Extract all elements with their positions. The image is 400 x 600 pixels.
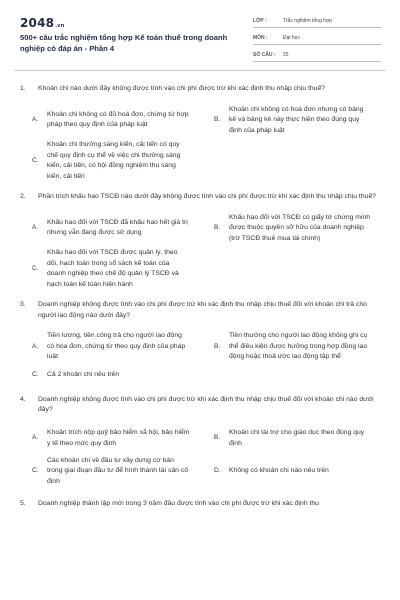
question-number: 5. bbox=[20, 500, 26, 507]
option-text: Không có khoản chi nào nêu trên bbox=[229, 467, 329, 474]
question bbox=[14, 192, 386, 292]
question-stem bbox=[14, 300, 386, 321]
option-letter: B. bbox=[214, 116, 221, 123]
option-b[interactable] bbox=[214, 103, 386, 139]
option-letter: D. bbox=[214, 467, 221, 474]
option-text: Khấu hao đối với TSCĐ được quản lý, theo dõi, hạch toán trong sổ sách kế toán của doanh nghiệp theo chế độ quản lý TSCĐ và hạch toán kế toán hiện hành bbox=[47, 249, 179, 288]
question-number: 2. bbox=[20, 193, 26, 200]
meta-row-subject bbox=[253, 31, 381, 45]
document-title: 500+ câu trắc nghiệm tổng hợp Kế toán thuế trong doanh nghiệp có đáp án - Phần 4 bbox=[20, 33, 228, 53]
option-text: Khoản chi không có hoá đơn nhưng có bảng kê và bảng kê này thực hiện theo đúng quy định của pháp luật bbox=[229, 105, 364, 134]
meta-row-class bbox=[253, 14, 381, 28]
meta-value: Đại học bbox=[283, 34, 300, 41]
option-text: Khoản trích nộp quỹ bảo hiểm xã hội, bảo hiểm y tế theo mức quy định bbox=[47, 429, 190, 447]
question bbox=[14, 84, 386, 184]
option-c[interactable] bbox=[32, 454, 204, 490]
option-letter: C. bbox=[32, 264, 39, 272]
option-b[interactable] bbox=[214, 424, 386, 454]
option-text: Khoản chi thưởng sáng kiến, cải tiến có quy chế quy định cụ thể về việc chi thưởng sáng kiến, cải tiến, có hội đồng nghiệm thu sáng kiến, cải tiến bbox=[47, 141, 181, 180]
question-text: Doanh nghiệp thành lập mới trong 3 năm đầu được tính vào chi phí được trừ khi xác định thu bbox=[38, 500, 319, 507]
question-stem bbox=[14, 395, 386, 416]
option-list bbox=[14, 103, 386, 185]
option-d[interactable] bbox=[214, 454, 386, 490]
question-number: 1. bbox=[20, 85, 26, 92]
meta-info bbox=[253, 14, 381, 62]
question-text: Phần trích khấu hao TSCĐ nào dưới đây không được tính vào chi phí được trừ khi xác định thu nhập chịu thuế? bbox=[38, 193, 376, 200]
site-logo[interactable] bbox=[20, 16, 65, 30]
question-stem bbox=[14, 499, 386, 510]
option-c[interactable] bbox=[32, 138, 204, 184]
option-a[interactable] bbox=[32, 103, 204, 139]
option-text: Các khoản chi về đầu tư xây dựng cơ bản trong giai đoạn đầu tư để hình thành tài sản cố định bbox=[47, 456, 188, 485]
logo-text: 2048 bbox=[20, 16, 55, 30]
option-text: Khoản chi không có đủ hoá đơn, chứng từ hợp pháp theo quy định của pháp luật bbox=[47, 110, 189, 129]
question bbox=[14, 300, 386, 387]
option-list bbox=[14, 424, 386, 490]
question-text: Doanh nghiệp không được tính vào chi phí được trừ khi xác định thu nhập chịu thuế đối với khoản chi nào dưới đây? bbox=[38, 395, 374, 413]
option-letter: A. bbox=[32, 116, 39, 123]
question-number: 4. bbox=[20, 395, 26, 403]
meta-key: LỚP : bbox=[253, 17, 267, 24]
option-a[interactable] bbox=[32, 424, 204, 454]
option-letter: B. bbox=[214, 434, 221, 442]
option-text: Khấu hao đối với TSCĐ có giấy tờ chứng minh được thuộc quyền sở hữu của doanh nghiệp (trừ TSCĐ thuê mua tài chính) bbox=[229, 213, 371, 242]
option-letter: C. bbox=[32, 467, 39, 474]
meta-value: 25 bbox=[283, 51, 289, 58]
question-list bbox=[14, 76, 386, 510]
logo-suffix: .vn bbox=[55, 23, 65, 29]
question-stem bbox=[14, 192, 386, 203]
question-stem bbox=[14, 84, 386, 95]
page-header bbox=[0, 0, 400, 66]
option-text: Cả 2 khoản chi nêu trên bbox=[47, 371, 120, 379]
option-c[interactable] bbox=[32, 246, 204, 292]
option-c[interactable] bbox=[32, 365, 386, 387]
option-letter: A. bbox=[32, 342, 39, 350]
question-text: Doanh nghiệp không được tính vào chi phí được trừ khi xác định thu nhập chịu thuế đối với khoản chi trả cho người lao động nào dưới đây? bbox=[38, 301, 367, 319]
option-letter: C. bbox=[32, 156, 39, 164]
option-a[interactable] bbox=[32, 329, 204, 365]
question bbox=[14, 395, 386, 490]
meta-key: SỐ CÂU : bbox=[253, 51, 276, 58]
option-b[interactable] bbox=[214, 211, 386, 247]
option-text: Khoản chi tài trợ cho giáo dục theo đúng quy định bbox=[229, 429, 365, 447]
option-letter: C. bbox=[32, 371, 39, 379]
meta-key: MÔN : bbox=[253, 34, 268, 41]
option-letter: B. bbox=[214, 224, 221, 231]
question-number: 3. bbox=[20, 301, 26, 308]
option-list bbox=[14, 329, 386, 387]
header-divider bbox=[14, 70, 386, 71]
option-a[interactable] bbox=[32, 211, 204, 247]
option-text: Khấu hao đối với TSCĐ đã khấu hao hết giá trị nhưng vẫn đang được sử dụng bbox=[47, 218, 188, 237]
option-letter: A. bbox=[32, 224, 39, 231]
option-text: Tiền lương, tiền công trả cho người lao động có hóa đơn, chứng từ theo quy định của pháp luật bbox=[47, 332, 186, 360]
option-b[interactable] bbox=[214, 329, 386, 365]
question bbox=[14, 499, 386, 510]
option-letter: B. bbox=[214, 342, 221, 350]
meta-value: Trắc nghiệm tổng hợp bbox=[283, 17, 332, 24]
option-text: Tiền thưởng cho người lao động không ghi cụ thể điều kiện được hưởng trong hợp đồng lao động hoặc thoả ước lao động tập thể bbox=[229, 332, 368, 360]
option-letter: A. bbox=[32, 434, 39, 442]
meta-row-count bbox=[253, 48, 381, 62]
option-list bbox=[14, 211, 386, 293]
question-text: Khoản chi nào dưới đây không được tính vào chi phí được trừ khi xác định thu nhập chịu thuế? bbox=[38, 85, 326, 92]
